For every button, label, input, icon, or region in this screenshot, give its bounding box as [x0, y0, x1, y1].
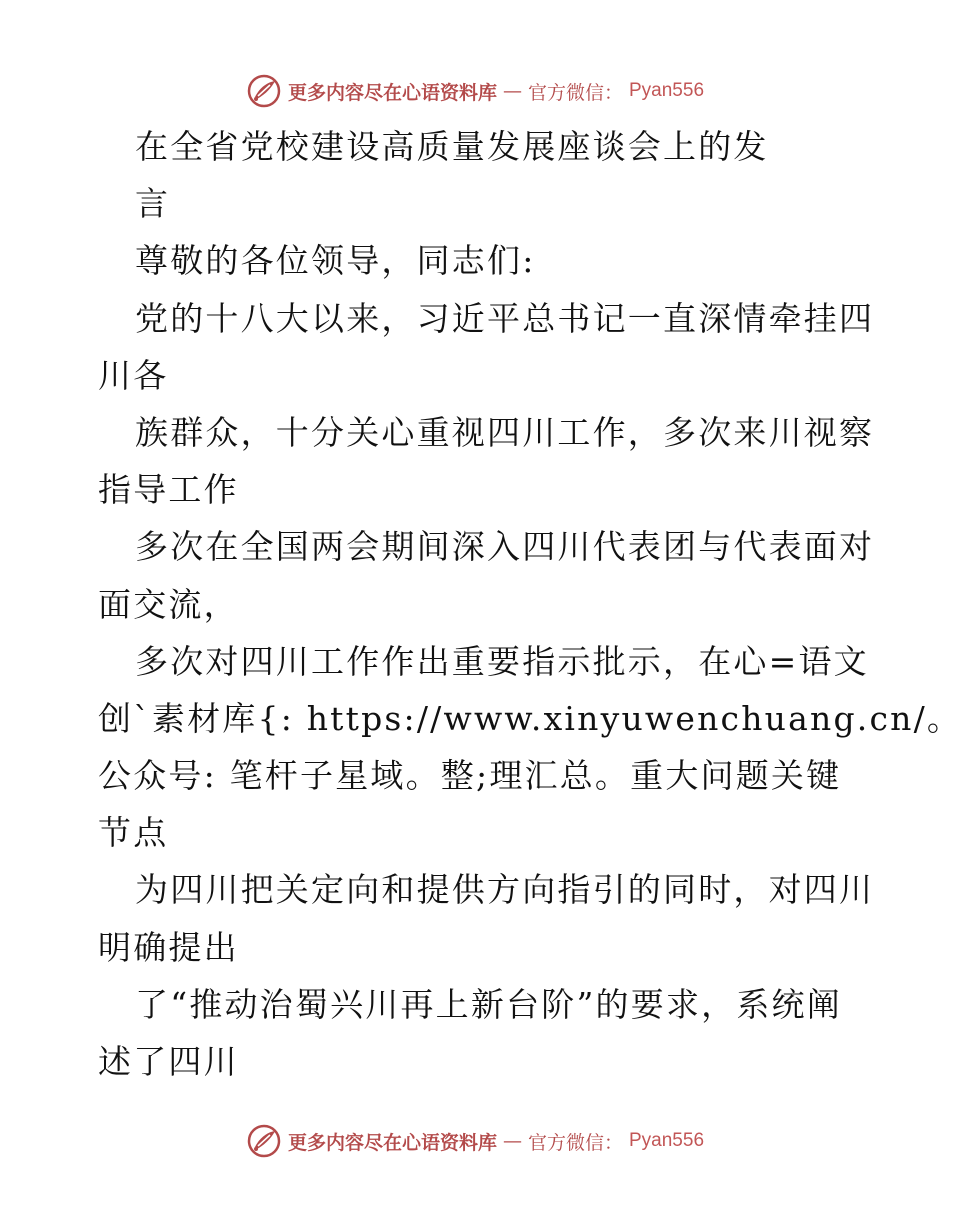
watermark-banner-top — [0, 71, 950, 111]
banner-wechat-id: Pyan556 — [629, 80, 705, 101]
banner-wechat-label: 官方微信： — [527, 1131, 623, 1154]
banner-separator: — — [502, 1130, 522, 1152]
text-line: 述了四川 — [98, 1042, 239, 1081]
text-line: 言 — [135, 184, 171, 224]
text-line: 为四川把关定向和提供方向指引的同时，对四川 — [135, 870, 875, 910]
text-line: 族群众，十分关心重视四川工作，多次来川视察 — [135, 412, 875, 452]
watermark-banner-bottom — [0, 1121, 950, 1161]
text-line: 创`素材库{: https://www.xinyuwenchuang.cn/。 — [98, 698, 962, 738]
pen-logo-icon — [246, 73, 282, 109]
text-line: 多次在全国两会期间深入四川代表团与代表面对 — [135, 527, 875, 567]
text-line: 明确提出 — [98, 927, 239, 967]
text-line: 节点 — [98, 813, 169, 853]
text-line: 党的十八大以来，习近平总书记一直深情牵挂四 — [135, 298, 875, 338]
text-line: 在全省党校建设高质量发展座谈会上的发 — [135, 127, 769, 166]
text-line: 面交流， — [98, 584, 239, 624]
text-line: 了“推动治蜀兴川再上新台阶”的要求，系统阐 — [135, 984, 842, 1024]
banner-title: 更多内容尽在心语资料库 — [287, 1131, 497, 1154]
banner-separator: — — [502, 80, 522, 102]
document-body — [98, 118, 962, 1090]
text-line: 尊敬的各位领导，同志们: — [135, 241, 536, 281]
banner-wechat-id: Pyan556 — [629, 1130, 705, 1151]
banner-wechat-label: 官方微信： — [527, 81, 623, 104]
text-line: 公众号: 笔杆子星域。整;理汇总。重大问题关键 — [98, 756, 842, 796]
banner-title: 更多内容尽在心语资料库 — [287, 81, 497, 104]
pen-logo-icon — [246, 1123, 282, 1159]
text-line: 指导工作 — [98, 470, 239, 510]
text-line: 川各 — [98, 355, 169, 395]
text-line: 多次对四川工作作出重要指示批示，在心=语文 — [135, 641, 869, 681]
